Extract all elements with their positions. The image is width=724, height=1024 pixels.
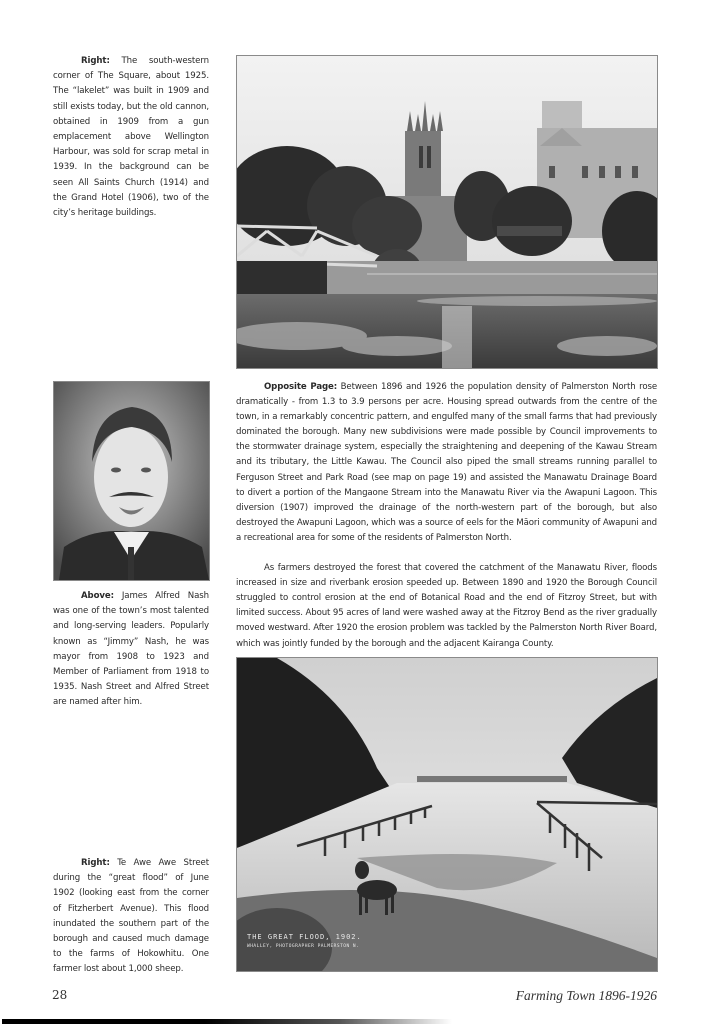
nash-portrait-image <box>54 382 209 580</box>
paragraph-1 <box>236 380 657 546</box>
watermark-title: THE GREAT FLOOD, 1902. <box>247 933 362 941</box>
photo-flood <box>236 657 658 972</box>
paragraph-lead: Opposite Page: <box>264 382 338 392</box>
photo-square <box>236 55 658 369</box>
cannon <box>497 226 562 236</box>
photo-watermark <box>247 933 362 951</box>
watermark-credit: WHALLEY, PHOTOGRAPHER PALMERSTON N. <box>247 944 360 949</box>
square-image <box>237 56 657 368</box>
caption-nash <box>53 589 209 711</box>
running-head: Farming Town 1896-1926 <box>515 988 657 1003</box>
flood-image <box>237 658 657 971</box>
paragraph-2 <box>236 561 657 652</box>
caption-text: The south-western corner of The Square, about 1925. The “lakelet” was built in 1909 and still exists today, but the old cannon, obtained in 1909 from a gun emplacement above Wellington Harbour, was sold for scrap metal in 1939. In the background can be seen All Saints Church (1914) and the Grand Hotel (1906), two of the city’s heritage buildings. <box>53 56 209 219</box>
footer-rule <box>2 1019 452 1024</box>
paragraph-text: As farmers destroyed the forest that covered the catchment of the Manawatu River, floods increased in size and riverbank erosion speeded up. Between 1890 and 1920 the Borough Council struggled to control erosion at the end of Botanical Road and the end of Fitzroy Street, but with limited success. About 95 acres of land were washed away at the Fitzroy Bend as the river gradually moved westward. After 1920 the erosion problem was tackled by the Palmerston North River Board, which was jointly funded by the borough and the adjacent Kairanga County. <box>236 563 657 649</box>
caption-lead: Above: <box>81 591 114 601</box>
page-number: 28 <box>52 988 68 1002</box>
caption-text: Te Awe Awe Street during the “great flood” of June 1902 (looking east from the corner of Fitzherbert Avenue). This flood inundated the southern part of the borough and caused much damage to the farms of Hokowhitu. One farmer lost about 1,000 sheep. <box>53 858 209 975</box>
caption-square <box>53 54 209 221</box>
caption-flood <box>53 856 209 978</box>
photo-nash <box>53 381 210 581</box>
article-body <box>236 380 657 652</box>
caption-text: James Alfred Nash was one of the town’s most talented and long-serving leaders. Popularly known as “Jimmy” Nash, he was mayor from 1908 to 1923 and Member of Parliament from 1918 to 1935. Nash Street and Alfred Street are named after him. <box>53 591 209 708</box>
caption-lead: Right: <box>81 858 110 868</box>
caption-lead: Right: <box>81 56 110 66</box>
paragraph-text: Between 1896 and 1926 the population density of Palmerston North rose dramatically - from 1.3 to 3.9 persons per acre. Housing spread outwards from the centre of the town, in a remarkably concentric pattern, and engulfed many of the small farms that had previously dominated the borough. Many new subdivisions were made possible by Council improvements to the stormwater drainage system, especially the straightening and deepening of the Kawau Stream and its tributary, the Little Kawau. The Council also piped the small streams running parallel to Ferguson Street and Park Road (see map on page 19) and assisted the Manawatu Drainage Board to divert a portion of the Mangaone Stream into the Manawatu River via the Awapuni Lagoon. This diversion (1907) improved the drainage of the north-western part of the borough, but also destroyed the Awapuni Lagoon, which was a source of eels for the Māori community of Awapuni and a recreational area for some of the residents of Palmerston North. <box>236 382 657 543</box>
